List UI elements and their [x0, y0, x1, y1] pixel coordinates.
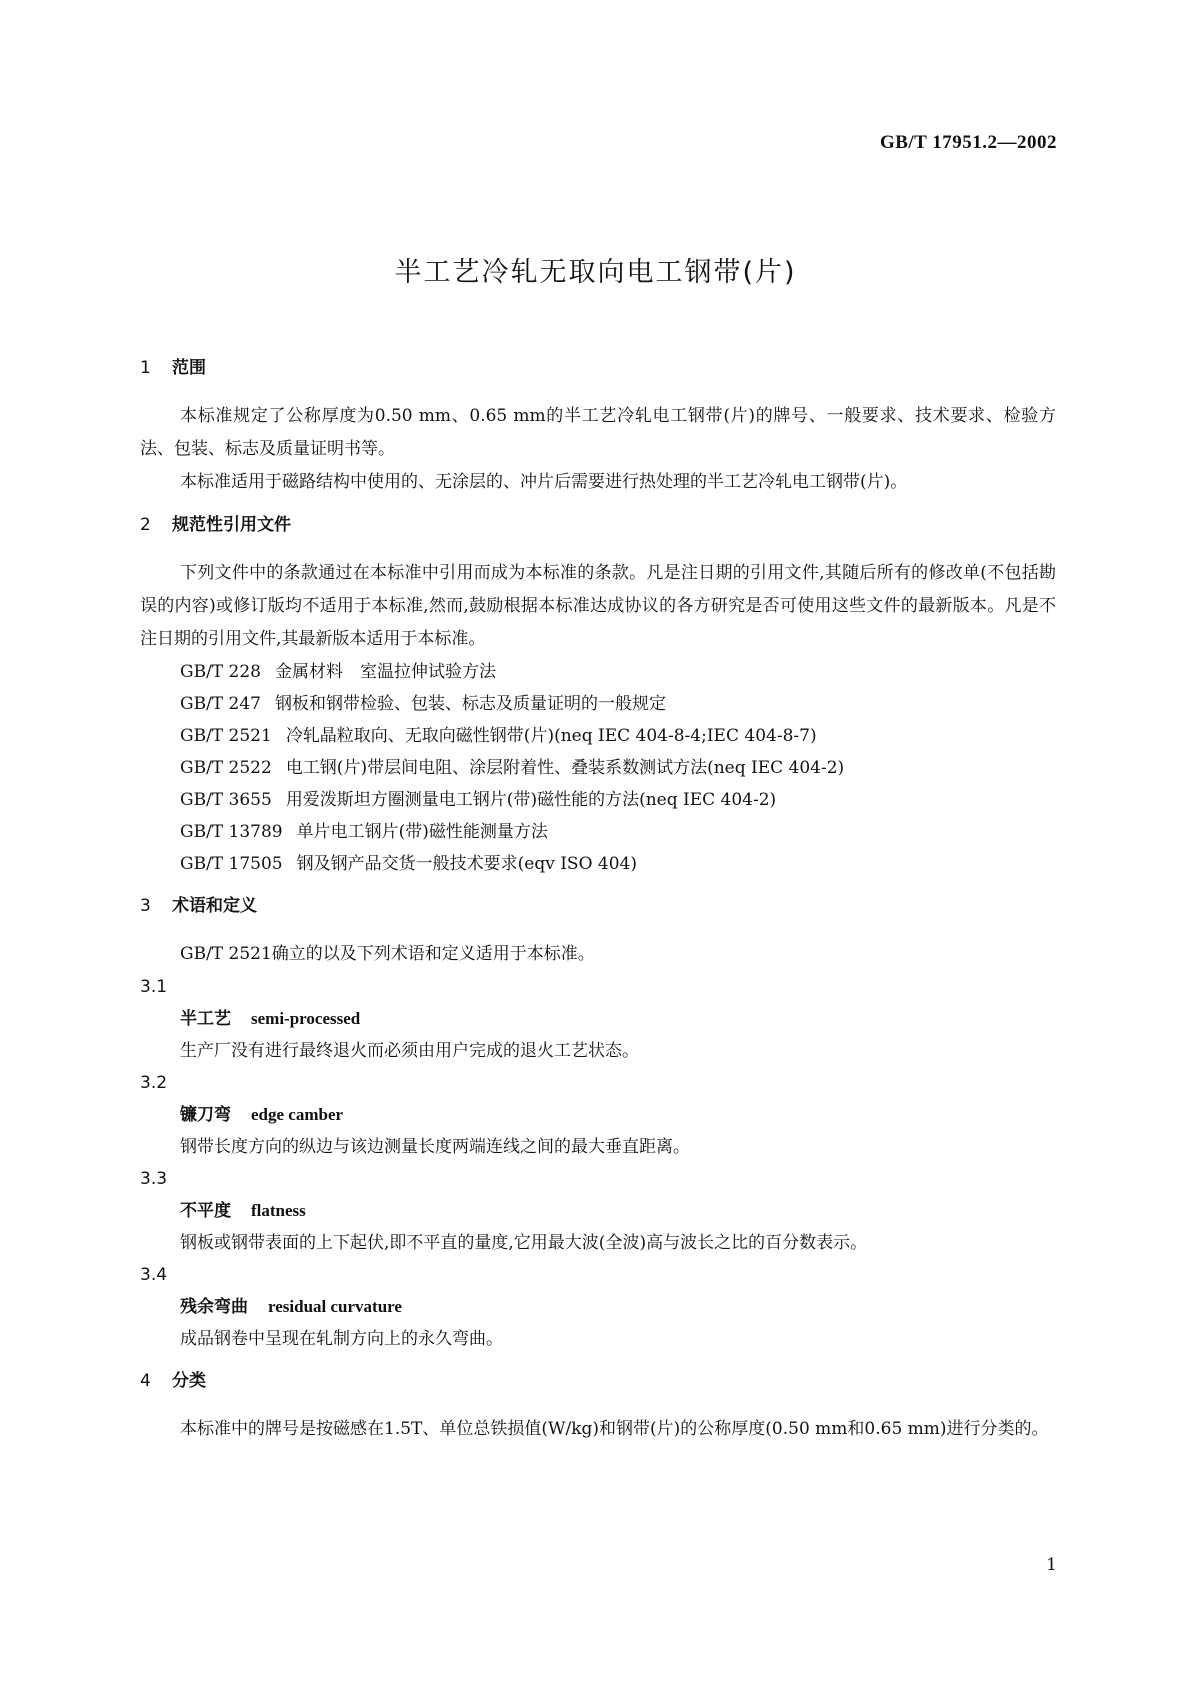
- term-zh: 不平度: [180, 1201, 231, 1221]
- reference-title: 冷轧晶粒取向、无取向磁性钢带(片)(neq IEC 404-8-4;IEC 404-8-7): [285, 726, 817, 746]
- reference-code: GB/T 17505: [180, 854, 283, 874]
- term-heading: [140, 1291, 1056, 1323]
- section-number: 4: [140, 1371, 151, 1391]
- section-title: 规范性引用文件: [172, 515, 291, 535]
- reference-title: 钢及钢产品交货一般技术要求(eqv ISO 404): [296, 854, 637, 874]
- section-number: 2: [140, 515, 151, 535]
- term-number: 3.2: [140, 1073, 168, 1093]
- reference-code: GB/T 2522: [180, 758, 272, 778]
- term-definition: 钢带长度方向的纵边与该边测量长度两端连线之间的最大垂直距离。: [180, 1137, 690, 1157]
- section-heading-terms-definitions: [140, 894, 1056, 918]
- section-number: 1: [140, 358, 151, 378]
- term-number: 3.4: [140, 1265, 168, 1285]
- reference-code: GB/T 3655: [180, 790, 272, 810]
- reference-title: 单片电工钢片(带)磁性能测量方法: [296, 822, 548, 842]
- reference-list: [140, 656, 1056, 880]
- term-en: flatness: [251, 1201, 306, 1220]
- term-zh: 残余弯曲: [180, 1297, 248, 1317]
- reference-item: [140, 688, 1056, 720]
- reference-code: GB/T 2521: [180, 726, 272, 746]
- term-entry: [140, 1259, 1056, 1355]
- section-title: 分类: [172, 1371, 206, 1391]
- term-number: 3.3: [140, 1169, 168, 1189]
- term-zh: 半工艺: [180, 1009, 231, 1029]
- paragraph: 本标准适用于磁路结构中使用的、无涂层的、冲片后需要进行热处理的半工艺冷轧电工钢带(片)。: [180, 472, 908, 492]
- term-definition: 钢板或钢带表面的上下起伏,即不平直的量度,它用最大波(全波)高与波长之比的百分数表示。: [180, 1233, 868, 1253]
- term-heading: [140, 1195, 1056, 1227]
- section-title: 范围: [172, 358, 206, 378]
- standard-code: GB/T 17951.2—2002: [879, 132, 1057, 153]
- reference-item: [140, 816, 1056, 848]
- section-number: 3: [140, 896, 151, 916]
- section-heading-classification: [140, 1369, 1056, 1393]
- reference-item: [140, 848, 1056, 880]
- paragraph: 下列文件中的条款通过在本标准中引用而成为本标准的条款。凡是注日期的引用文件,其随后所有的修改单(不包括勘误的内容)或修订版均不适用于本标准,然而,鼓励根据本标准达成协议的各方研究是否可使用这些文件的最新版本。凡是不注日期的引用文件,其最新版本适用于本标准。: [140, 563, 1057, 649]
- term-definition: 生产厂没有进行最终退火而必须由用户完成的退火工艺状态。: [180, 1041, 639, 1061]
- reference-item: [140, 784, 1056, 816]
- reference-item: [140, 752, 1056, 784]
- paragraph: GB/T 2521确立的以及下列术语和定义适用于本标准。: [180, 944, 595, 964]
- term-en: edge camber: [251, 1105, 344, 1124]
- section-title: 术语和定义: [172, 896, 257, 916]
- term-number: 3.1: [140, 977, 168, 997]
- term-entry: [140, 971, 1056, 1067]
- document-title: 半工艺冷轧无取向电工钢带(片): [394, 257, 797, 288]
- paragraph: 本标准中的牌号是按磁感在1.5T、单位总铁损值(W/kg)和钢带(片)的公称厚度(0.50 mm和0.65 mm)进行分类的。: [180, 1419, 1049, 1439]
- paragraph: 本标准规定了公称厚度为0.50 mm、0.65 mm的半工艺冷轧电工钢带(片)的牌号、一般要求、技术要求、检验方法、包装、标志及质量证明书等。: [140, 406, 1056, 459]
- reference-title: 电工钢(片)带层间电阻、涂层附着性、叠装系数测试方法(neq IEC 404-2): [285, 758, 845, 778]
- term-zh: 镰刀弯: [180, 1105, 231, 1125]
- reference-code: GB/T 247: [180, 694, 261, 714]
- reference-title: 用爱泼斯坦方圈测量电工钢片(带)磁性能的方法(neq IEC 404-2): [285, 790, 777, 810]
- term-heading: [140, 1099, 1056, 1131]
- term-heading: [140, 1003, 1056, 1035]
- reference-code: GB/T 228: [180, 662, 261, 682]
- term-definition: 成品钢卷中呈现在轧制方向上的永久弯曲。: [180, 1329, 503, 1349]
- term-entry: [140, 1067, 1056, 1163]
- page-number: 1: [1046, 1555, 1057, 1575]
- term-en: residual curvature: [268, 1297, 402, 1316]
- document-body: [140, 356, 1056, 1446]
- reference-item: [140, 720, 1056, 752]
- section-heading-normative-references: [140, 513, 1056, 537]
- reference-title: 钢板和钢带检验、包装、标志及质量证明的一般规定: [275, 694, 666, 714]
- term-entry: [140, 1163, 1056, 1259]
- term-en: semi-processed: [251, 1009, 361, 1028]
- reference-title: 金属材料 室温拉伸试验方法: [275, 662, 496, 682]
- section-heading-scope: [140, 356, 1056, 380]
- reference-code: GB/T 13789: [180, 822, 283, 842]
- reference-item: [140, 656, 1056, 688]
